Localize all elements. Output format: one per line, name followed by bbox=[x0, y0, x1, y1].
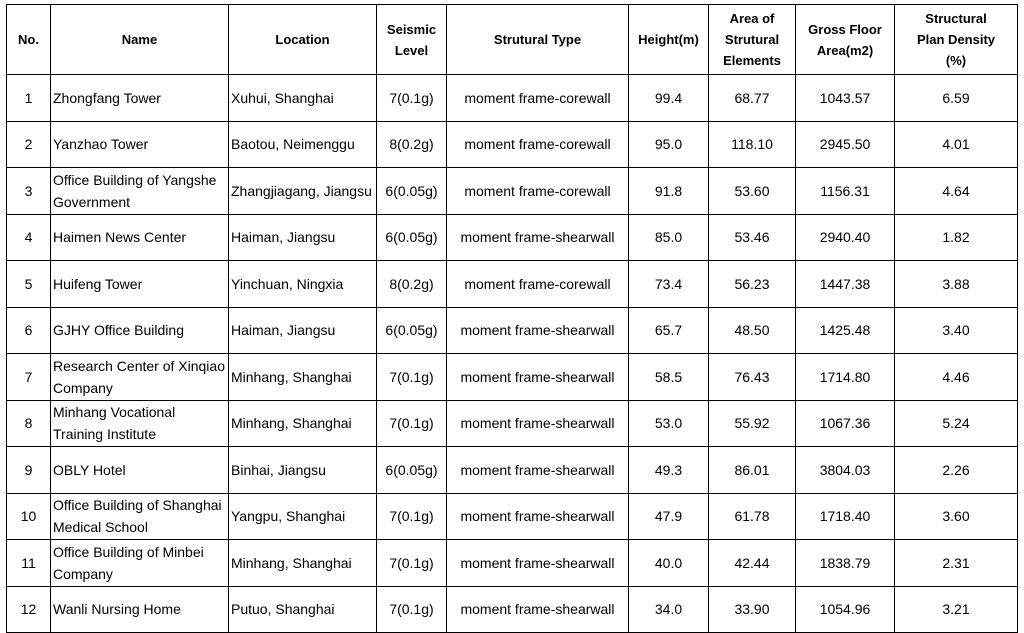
cell-name: Zhongfang Tower bbox=[51, 75, 229, 122]
cell-structural-type: moment frame-shearwall bbox=[447, 400, 629, 447]
header-seismic-level: Seismic Level bbox=[377, 5, 447, 75]
cell-gross-floor-area: 1054.96 bbox=[796, 586, 895, 633]
cell-location: Zhangjiagang, Jiangsu bbox=[229, 168, 377, 215]
cell-gross-floor-area: 1425.48 bbox=[796, 307, 895, 354]
cell-structural-plan-density: 5.24 bbox=[895, 400, 1018, 447]
table-row bbox=[7, 168, 1018, 215]
header-name: Name bbox=[51, 5, 229, 75]
cell-location: Minhang, Shanghai bbox=[229, 354, 377, 401]
cell-area-structural-elements: 86.01 bbox=[709, 447, 796, 494]
cell-height: 65.7 bbox=[629, 307, 709, 354]
cell-area-structural-elements: 61.78 bbox=[709, 493, 796, 540]
cell-no: 4 bbox=[7, 214, 51, 261]
cell-area-structural-elements: 42.44 bbox=[709, 540, 796, 587]
cell-name: Research Center of Xinqiao Company bbox=[51, 354, 229, 401]
cell-structural-type: moment frame-shearwall bbox=[447, 540, 629, 587]
cell-area-structural-elements: 53.46 bbox=[709, 214, 796, 261]
cell-location: Haiman, Jiangsu bbox=[229, 214, 377, 261]
cell-structural-plan-density: 2.31 bbox=[895, 540, 1018, 587]
cell-name: Office Building of Yangshe Government bbox=[51, 168, 229, 215]
cell-height: 99.4 bbox=[629, 75, 709, 122]
cell-no: 11 bbox=[7, 540, 51, 587]
cell-seismic-level: 6(0.05g) bbox=[377, 307, 447, 354]
header-gross-floor-area: Gross Floor Area(m2) bbox=[796, 5, 895, 75]
cell-height: 95.0 bbox=[629, 121, 709, 168]
cell-gross-floor-area: 1156.31 bbox=[796, 168, 895, 215]
cell-height: 53.0 bbox=[629, 400, 709, 447]
cell-structural-plan-density: 4.01 bbox=[895, 121, 1018, 168]
cell-name: Yanzhao Tower bbox=[51, 121, 229, 168]
cell-gross-floor-area: 1718.40 bbox=[796, 493, 895, 540]
cell-no: 3 bbox=[7, 168, 51, 215]
buildings-table-container bbox=[6, 4, 1017, 633]
table-row bbox=[7, 121, 1018, 168]
cell-location: Binhai, Jiangsu bbox=[229, 447, 377, 494]
cell-gross-floor-area: 2940.40 bbox=[796, 214, 895, 261]
cell-structural-plan-density: 3.21 bbox=[895, 586, 1018, 633]
table-header bbox=[7, 5, 1018, 75]
cell-height: 49.3 bbox=[629, 447, 709, 494]
cell-name: Office Building of Shanghai Medical School bbox=[51, 493, 229, 540]
cell-no: 9 bbox=[7, 447, 51, 494]
table-row bbox=[7, 586, 1018, 633]
cell-area-structural-elements: 55.92 bbox=[709, 400, 796, 447]
cell-height: 58.5 bbox=[629, 354, 709, 401]
header-row bbox=[7, 5, 1018, 75]
cell-no: 10 bbox=[7, 493, 51, 540]
header-location: Location bbox=[229, 5, 377, 75]
cell-seismic-level: 7(0.1g) bbox=[377, 540, 447, 587]
cell-height: 40.0 bbox=[629, 540, 709, 587]
table-row bbox=[7, 354, 1018, 401]
cell-location: Yinchuan, Ningxia bbox=[229, 261, 377, 308]
cell-structural-plan-density: 1.82 bbox=[895, 214, 1018, 261]
cell-seismic-level: 7(0.1g) bbox=[377, 400, 447, 447]
cell-name: Minhang Vocational Training Institute bbox=[51, 400, 229, 447]
cell-height: 85.0 bbox=[629, 214, 709, 261]
cell-name: Office Building of Minbei Company bbox=[51, 540, 229, 587]
cell-structural-plan-density: 3.88 bbox=[895, 261, 1018, 308]
cell-location: Yangpu, Shanghai bbox=[229, 493, 377, 540]
header-height: Height(m) bbox=[629, 5, 709, 75]
cell-structural-type: moment frame-corewall bbox=[447, 261, 629, 308]
cell-area-structural-elements: 68.77 bbox=[709, 75, 796, 122]
cell-seismic-level: 7(0.1g) bbox=[377, 586, 447, 633]
cell-structural-type: moment frame-shearwall bbox=[447, 586, 629, 633]
cell-height: 73.4 bbox=[629, 261, 709, 308]
cell-name: Huifeng Tower bbox=[51, 261, 229, 308]
cell-no: 1 bbox=[7, 75, 51, 122]
cell-gross-floor-area: 1447.38 bbox=[796, 261, 895, 308]
cell-name: Haimen News Center bbox=[51, 214, 229, 261]
cell-area-structural-elements: 76.43 bbox=[709, 354, 796, 401]
cell-no: 5 bbox=[7, 261, 51, 308]
cell-area-structural-elements: 33.90 bbox=[709, 586, 796, 633]
cell-structural-plan-density: 2.26 bbox=[895, 447, 1018, 494]
cell-no: 8 bbox=[7, 400, 51, 447]
cell-structural-plan-density: 4.64 bbox=[895, 168, 1018, 215]
cell-name: Wanli Nursing Home bbox=[51, 586, 229, 633]
cell-height: 47.9 bbox=[629, 493, 709, 540]
cell-structural-type: moment frame-corewall bbox=[447, 121, 629, 168]
cell-gross-floor-area: 1043.57 bbox=[796, 75, 895, 122]
cell-location: Putuo, Shanghai bbox=[229, 586, 377, 633]
cell-no: 7 bbox=[7, 354, 51, 401]
buildings-table bbox=[6, 4, 1018, 633]
table-row bbox=[7, 493, 1018, 540]
cell-area-structural-elements: 48.50 bbox=[709, 307, 796, 354]
table-row bbox=[7, 214, 1018, 261]
cell-area-structural-elements: 56.23 bbox=[709, 261, 796, 308]
cell-location: Minhang, Shanghai bbox=[229, 400, 377, 447]
table-row bbox=[7, 261, 1018, 308]
cell-structural-type: moment frame-shearwall bbox=[447, 307, 629, 354]
table-row bbox=[7, 400, 1018, 447]
cell-seismic-level: 8(0.2g) bbox=[377, 261, 447, 308]
cell-structural-plan-density: 3.60 bbox=[895, 493, 1018, 540]
table-body bbox=[7, 75, 1018, 633]
cell-seismic-level: 8(0.2g) bbox=[377, 121, 447, 168]
cell-no: 12 bbox=[7, 586, 51, 633]
cell-location: Xuhui, Shanghai bbox=[229, 75, 377, 122]
cell-seismic-level: 6(0.05g) bbox=[377, 214, 447, 261]
cell-structural-type: moment frame-corewall bbox=[447, 168, 629, 215]
cell-area-structural-elements: 118.10 bbox=[709, 121, 796, 168]
cell-no: 6 bbox=[7, 307, 51, 354]
cell-name: OBLY Hotel bbox=[51, 447, 229, 494]
cell-gross-floor-area: 2945.50 bbox=[796, 121, 895, 168]
cell-gross-floor-area: 1714.80 bbox=[796, 354, 895, 401]
cell-structural-type: moment frame-shearwall bbox=[447, 214, 629, 261]
cell-gross-floor-area: 1067.36 bbox=[796, 400, 895, 447]
cell-seismic-level: 7(0.1g) bbox=[377, 493, 447, 540]
cell-location: Minhang, Shanghai bbox=[229, 540, 377, 587]
cell-seismic-level: 6(0.05g) bbox=[377, 447, 447, 494]
table-row bbox=[7, 447, 1018, 494]
cell-no: 2 bbox=[7, 121, 51, 168]
cell-structural-plan-density: 4.46 bbox=[895, 354, 1018, 401]
table-row bbox=[7, 307, 1018, 354]
cell-height: 91.8 bbox=[629, 168, 709, 215]
cell-structural-type: moment frame-shearwall bbox=[447, 354, 629, 401]
cell-name: GJHY Office Building bbox=[51, 307, 229, 354]
cell-height: 34.0 bbox=[629, 586, 709, 633]
cell-seismic-level: 6(0.05g) bbox=[377, 168, 447, 215]
header-structural-type: Strutural Type bbox=[447, 5, 629, 75]
cell-structural-plan-density: 6.59 bbox=[895, 75, 1018, 122]
table-row bbox=[7, 75, 1018, 122]
cell-gross-floor-area: 3804.03 bbox=[796, 447, 895, 494]
cell-structural-plan-density: 3.40 bbox=[895, 307, 1018, 354]
cell-structural-type: moment frame-shearwall bbox=[447, 447, 629, 494]
header-structural-plan-density: Structural Plan Density (%) bbox=[895, 5, 1018, 75]
cell-area-structural-elements: 53.60 bbox=[709, 168, 796, 215]
cell-location: Baotou, Neimenggu bbox=[229, 121, 377, 168]
cell-structural-type: moment frame-corewall bbox=[447, 75, 629, 122]
cell-structural-type: moment frame-shearwall bbox=[447, 493, 629, 540]
header-area-structural-elements: Area of Strutural Elements bbox=[709, 5, 796, 75]
cell-seismic-level: 7(0.1g) bbox=[377, 354, 447, 401]
cell-seismic-level: 7(0.1g) bbox=[377, 75, 447, 122]
cell-location: Haiman, Jiangsu bbox=[229, 307, 377, 354]
header-no: No. bbox=[7, 5, 51, 75]
cell-gross-floor-area: 1838.79 bbox=[796, 540, 895, 587]
table-row bbox=[7, 540, 1018, 587]
